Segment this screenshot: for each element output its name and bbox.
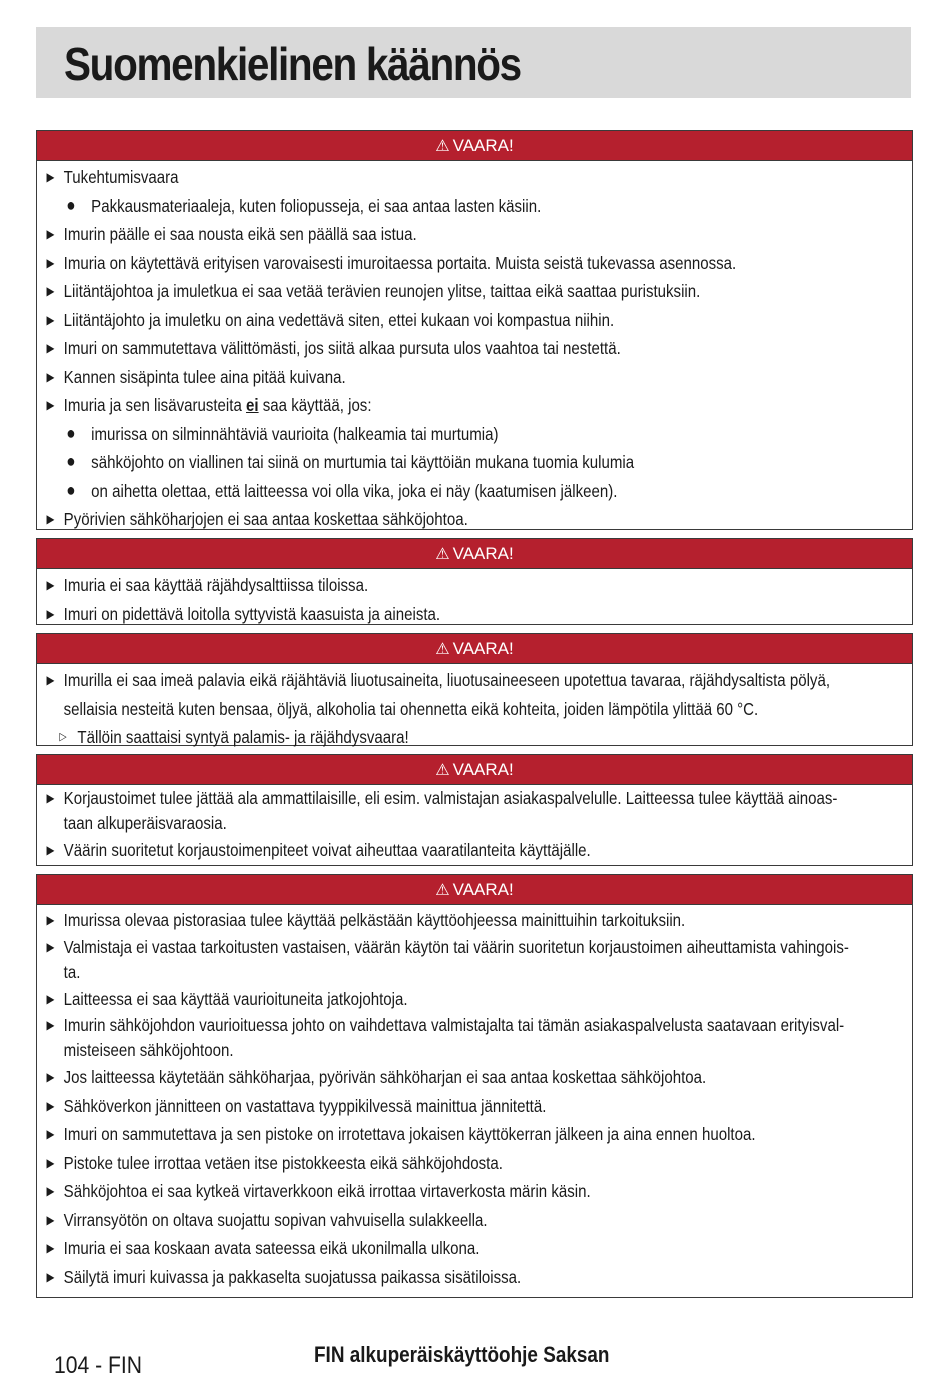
list-item: ▶ Sähköverkon jännitteen on vastattava tyyppikilvessä mainittua jännitettä. <box>37 1092 937 1121</box>
arrow-bullet-icon: ▶ <box>46 606 55 621</box>
page-number: 104 - FIN <box>54 1352 143 1379</box>
arrow-bullet-icon: ▶ <box>46 1070 55 1084</box>
arrow-bullet-icon: ▶ <box>46 913 55 927</box>
list-item: ▶ Jos laitteessa käytetään sähköharjaa, pyörivän sähköharjan ei saa antaa koskettaa sähköjohtoa. <box>37 1063 937 1092</box>
warning-box-1 <box>36 130 913 530</box>
list-item: ▶ Imuri on sammutettava välittömästi, jos siitä alkaa pursuta ulos vaahtoa tai nestettä. <box>37 334 937 363</box>
list-item: ▶ Imuria ei saa koskaan avata sateessa eikä ukonilmalla ulkona. <box>37 1234 937 1263</box>
list-item: ▶ Liitäntäjohtoa ja imuletkua ei saa vetää terävien reunojen ylitse, taittaa eikä saattaa puristuksiin. <box>37 277 937 306</box>
warning-header <box>37 634 912 664</box>
warning-label: VAARA! <box>452 880 514 899</box>
arrow-bullet-icon: ▶ <box>46 1155 55 1170</box>
sub-list-item: ● Pakkausmateriaaleja, kuten foliopusseja, ei saa antaa lasten käsiin. <box>37 192 950 221</box>
warning-label: VAARA! <box>452 136 514 155</box>
warning-triangle-icon: ⚠ <box>435 882 450 899</box>
warning-header <box>37 755 912 785</box>
list-item: ▶ Tukehtumisvaara <box>37 163 937 192</box>
list-item: ▶ Liitäntäjohto ja imuletku on aina vedettävä siten, ettei kukaan voi kompastua niihin. <box>37 306 937 335</box>
arrow-bullet-icon: ▶ <box>46 791 55 805</box>
list-item: ▶ Laitteessa ei saa käyttää vaurioituneita jatkojohtoja. <box>37 985 937 1014</box>
sub-list-item: ● sähköjohto on viallinen tai siinä on murtumia tai käyttöiän mukana tuomia kulumia <box>37 448 950 477</box>
arrow-bullet-icon: ▶ <box>46 673 55 687</box>
footer-document-title: FIN alkuperäiskäyttöohje Saksan <box>314 1342 610 1367</box>
warning-triangle-icon: ⚠ <box>435 762 450 779</box>
list-item: ▶ Valmistaja ei vastaa tarkoitusten vastaisen, väärän käytön tai väärin suoritetun korjaustoimen aiheuttamista vahingois- <box>37 935 937 960</box>
arrow-bullet-icon: ▶ <box>46 991 55 1006</box>
list-item: ▶ Imurin sähköjohdon vaurioituessa johto on vaihdettava valmistajalta tai tämän asiakaspalvelusta saatavaan erityisval- <box>37 1013 937 1038</box>
list-item: ▶ Imuria on käytettävä erityisen varovaisesti imuroitaessa portaita. Muista seistä tukevassa asennossa. <box>37 249 937 278</box>
warning-header <box>37 131 912 161</box>
dot-bullet-icon: ● <box>66 479 76 500</box>
warning-header <box>37 539 912 569</box>
arrow-bullet-icon: ▶ <box>46 512 55 526</box>
arrow-bullet-icon: ▶ <box>46 1241 55 1255</box>
list-item-continuation: ta. <box>63 961 81 982</box>
list-item: ▶ Pistoke tulee irrottaa vetäen itse pistokkeesta eikä sähköjohdosta. <box>37 1149 937 1178</box>
list-item: ▶ Kannen sisäpinta tulee aina pitää kuivana. <box>37 363 937 392</box>
sub-list-item: ● imurissa on silminnähtäviä vaurioita (halkeamia tai murtumia) <box>37 420 950 449</box>
list-item-continuation: sellaisia nesteitä kuten bensaa, öljyä, alkoholia tai ohennetta eikä kohteita, joiden lämpötila ylittää 60 °C. <box>63 698 759 719</box>
result-arrow-icon: ▷ <box>59 731 67 743</box>
arrow-bullet-icon: ▶ <box>46 312 55 327</box>
arrow-bullet-icon: ▶ <box>46 843 55 857</box>
arrow-bullet-icon: ▶ <box>46 1018 55 1032</box>
page-title: Suomenkielinen käännös <box>64 38 521 90</box>
arrow-bullet-icon: ▶ <box>46 255 55 270</box>
list-item: ▶ Pyörivien sähköharjojen ei saa antaa koskettaa sähköjohtoa. <box>37 505 937 534</box>
emphasis-not: ei <box>246 395 259 415</box>
list-item: ▶ Imuri on sammutettava ja sen pistoke on irrotettava jokaisen käyttökerran jälkeen ja aina ennen huoltoa. <box>37 1120 937 1149</box>
list-item: ▶ Imurissa olevaa pistorasiaa tulee käyttää pelkästään käyttöohjeessa mainittuihin tarkoituksiin. <box>37 906 937 935</box>
arrow-bullet-icon: ▶ <box>46 1184 55 1198</box>
list-item: ▶ Imurin päälle ei saa nousta eikä sen päällä saa istua. <box>37 220 937 249</box>
list-item: ▶ Imuria ei saa käyttää räjähdysalttiissa tiloissa. <box>37 571 937 600</box>
arrow-bullet-icon: ▶ <box>46 341 55 355</box>
list-item-continuation: taan alkuperäisvaraosia. <box>63 813 227 833</box>
warning-label: VAARA! <box>452 760 514 779</box>
arrow-bullet-icon: ▶ <box>46 398 55 412</box>
warning-header <box>37 875 912 905</box>
list-item: ▶ Virransyötön on oltava suojattu sopivan vahvuisella sulakkeella. <box>37 1206 937 1235</box>
list-item: ▶ Sähköjohtoa ei saa kytkeä virtaverkkoon eikä irrottaa virtaverkosta märin käsin. <box>37 1177 937 1206</box>
list-item: ▶ Väärin suoritetut korjaustoimenpiteet voivat aiheuttaa vaaratilanteita käyttäjälle. <box>37 836 937 865</box>
warning-box-4 <box>36 754 913 866</box>
arrow-bullet-icon: ▶ <box>46 170 55 184</box>
warning-triangle-icon: ⚠ <box>435 138 450 155</box>
arrow-bullet-icon: ▶ <box>46 1269 55 1284</box>
warning-box-3 <box>36 633 913 746</box>
dot-bullet-icon: ● <box>66 451 76 471</box>
warning-triangle-icon: ⚠ <box>435 641 450 658</box>
arrow-bullet-icon: ▶ <box>46 284 55 298</box>
warning-triangle-icon: ⚠ <box>435 546 450 563</box>
sub-list-item: ● on aihetta olettaa, että laitteessa voi olla vika, joka ei näy (kaatumisen jälkeen). <box>37 477 950 506</box>
warning-label: VAARA! <box>452 639 514 658</box>
list-item-continuation: misteiseen sähköjohtoon. <box>63 1040 234 1060</box>
warning-label: VAARA! <box>452 544 514 563</box>
arrow-bullet-icon: ▶ <box>46 1127 55 1141</box>
list-item: ▶ Korjaustoimet tulee jättää ala ammattilaisille, eli esim. valmistajan asiakaspalvelulle. Laitteessa tulee käyttää ainoas- <box>37 786 937 811</box>
dot-bullet-icon: ● <box>66 194 76 215</box>
list-item: ▶ Säilytä imuri kuivassa ja pakkaselta suojatussa paikassa sisätiloissa. <box>37 1263 937 1292</box>
arrow-bullet-icon: ▶ <box>46 939 55 954</box>
list-item: ▶ Imuria ja sen lisävarusteita ei saa käyttää, jos: <box>37 391 937 420</box>
warning-box-5 <box>36 874 913 1298</box>
list-item: ▶ Imurilla ei saa imeä palavia eikä räjähtäviä liuotusaineita, liuotusaineeseen upotettua tavaraa, räjähdysaltista pölyä, <box>37 666 937 695</box>
result-item: ▷ Tällöin saattaisi syntyä palamis- ja räjähdysvaara! <box>37 723 950 752</box>
arrow-bullet-icon: ▶ <box>46 1212 55 1227</box>
list-item: ▶ Imuri on pidettävä loitolla syttyvistä kaasuista ja aineista. <box>37 600 937 629</box>
arrow-bullet-icon: ▶ <box>46 227 55 241</box>
warning-box-2 <box>36 538 913 625</box>
arrow-bullet-icon: ▶ <box>46 369 55 384</box>
title-bar <box>36 27 911 98</box>
dot-bullet-icon: ● <box>66 422 76 443</box>
arrow-bullet-icon: ▶ <box>46 1098 55 1113</box>
arrow-bullet-icon: ▶ <box>46 578 55 592</box>
